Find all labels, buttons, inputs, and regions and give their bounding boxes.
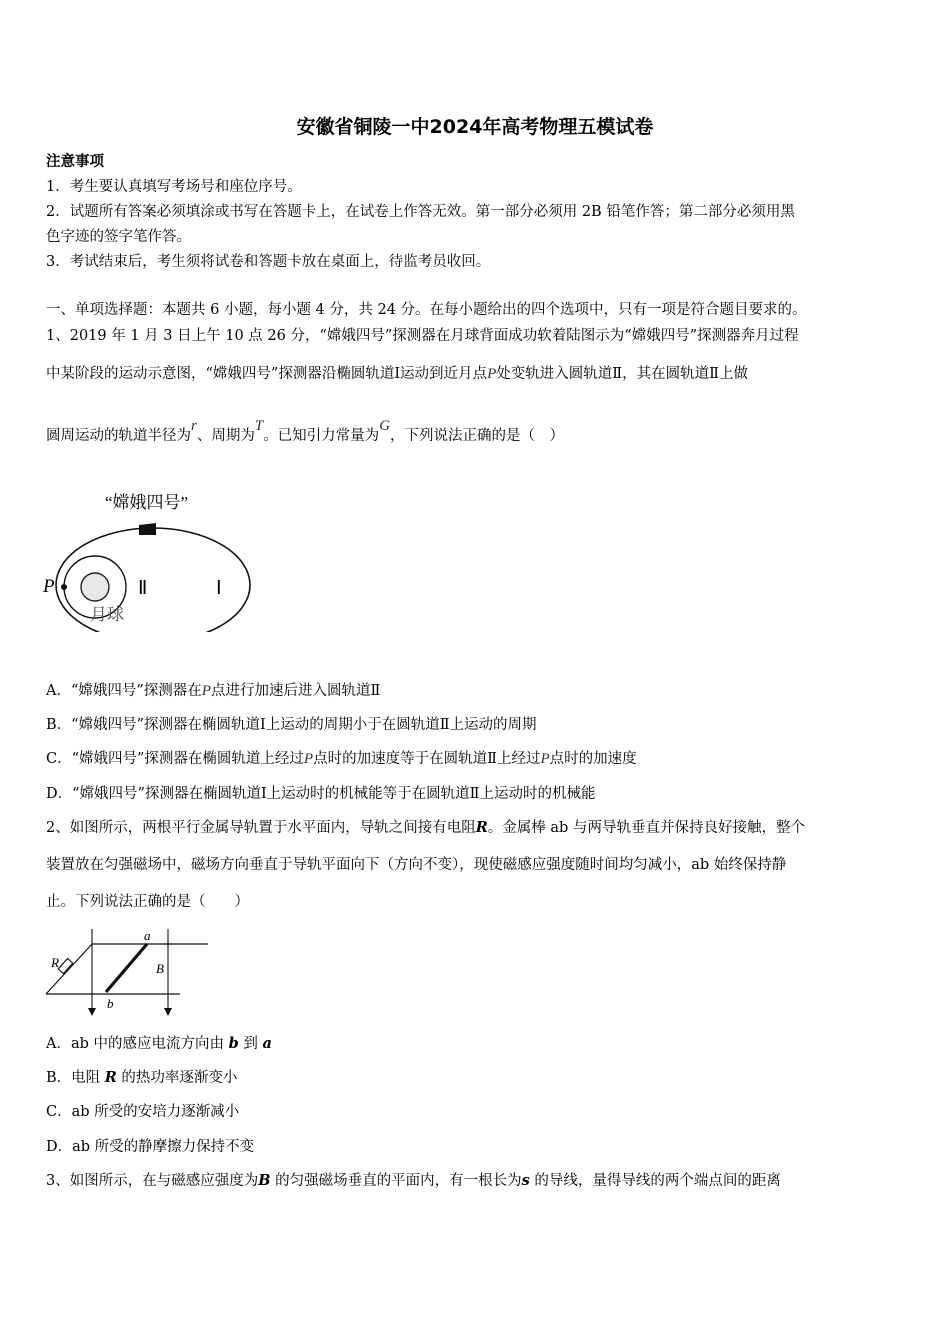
- variable-r: R: [104, 1069, 117, 1086]
- option-b: B．“嫦娥四号”探测器在椭圆轨道Ⅰ上运动的周期小于在圆轨道Ⅱ上运动的周期: [46, 717, 537, 733]
- notice-item: 1．考生要认真填写考场号和座位序号。: [46, 179, 302, 195]
- question-2-line: 止。下列说法正确的是（ ）: [46, 894, 249, 910]
- variable-r: R: [475, 819, 488, 836]
- variable-s: s: [521, 1172, 530, 1189]
- variable-b: b: [228, 1035, 239, 1052]
- text-segment: 中某阶段的运动示意图，“嫦娥四号”探测器沿椭圆轨道Ⅰ运动到近月点: [46, 366, 488, 382]
- orbit-1-label: Ⅰ: [216, 578, 222, 599]
- text-segment: 的热功率逐渐变小: [116, 1070, 238, 1086]
- text-segment: ，下列说法正确的是（ ）: [390, 428, 565, 444]
- field-arrow-icon: [88, 1008, 96, 1016]
- text-segment: A．ab 中的感应电流方向由: [46, 1036, 229, 1052]
- section-heading: 一、单项选择题：本题共 6 小题，每小题 4 分，共 24 分。在每小题给出的四个选项中，只有一项是符合题目要求的。: [46, 302, 807, 318]
- text-segment: 、周期为: [196, 428, 255, 444]
- label-b: b: [107, 996, 114, 1011]
- question-3-line: [46, 1171, 781, 1191]
- field-arrow-icon: [164, 1008, 172, 1016]
- option-a: [46, 1034, 272, 1054]
- text-segment: 到: [238, 1036, 263, 1052]
- question-2-line: [46, 818, 805, 838]
- text-segment: 。已知引力常量为: [263, 428, 380, 444]
- label-a: a: [144, 928, 151, 943]
- variable-b: B: [258, 1172, 271, 1189]
- variable-p: P: [303, 751, 314, 767]
- variable-r: r: [191, 418, 197, 434]
- text-segment: 处变轨进入圆轨道Ⅱ，其在圆轨道Ⅱ上做: [496, 366, 748, 382]
- variable-p: P: [540, 751, 550, 767]
- text-segment: 点时的加速度等于在圆轨道Ⅱ上经过: [313, 751, 541, 767]
- option-d: D．ab 所受的静摩擦力保持不变: [46, 1139, 255, 1155]
- text-segment: 圆周运动的轨道半径为: [46, 428, 191, 444]
- text-segment: 点时的加速度: [549, 751, 637, 767]
- variable-g: G: [379, 418, 391, 434]
- notice-item: 3．考试结束后，考生须将试卷和答题卡放在桌面上，待监考员收回。: [46, 254, 491, 270]
- option-a: [46, 681, 380, 701]
- notice-item: 2．试题所有答案必须填涂或书写在答题卡上，在试卷上作答无效。第一部分必须用 2B 铅笔作答；第二部分必须用黑: [46, 204, 795, 220]
- text-segment: C．“嫦娥四号”探测器在椭圆轨道上经过: [46, 751, 304, 767]
- option-c: [46, 749, 637, 769]
- variable-p: P: [201, 683, 211, 699]
- point-p-label: P: [43, 576, 55, 597]
- option-c: C．ab 所受的安培力逐渐减小: [46, 1104, 240, 1120]
- probe-icon: [139, 523, 156, 535]
- text-segment: 。金属棒 ab 与两导轨垂直并保持良好接触，整个: [487, 820, 805, 836]
- moon-label: 月球: [90, 605, 124, 624]
- orbit-2-label: Ⅱ: [138, 578, 148, 599]
- page-title: 安徽省铜陵一中2024年高考物理五模试卷: [296, 116, 654, 138]
- text-segment: 点进行加速后进入圆轨道Ⅱ: [210, 683, 381, 699]
- rail-diagram: [40, 924, 215, 1019]
- variable-a: a: [262, 1035, 272, 1052]
- metal-rod-ab: [106, 944, 147, 992]
- text-segment: 的导线，量得导线的两个端点间的距离: [529, 1173, 781, 1189]
- label-r: R: [51, 955, 59, 970]
- question-2-line: 装置放在匀强磁场中，磁场方向垂直于导轨平面向下（方向不变），现使磁感应强度随时间均匀减小，ab 始终保持静: [46, 857, 787, 873]
- orbit-diagram: [40, 482, 255, 632]
- notice-heading: 注意事项: [46, 153, 104, 170]
- notice-item: 色字迹的签字笔作答。: [46, 229, 191, 245]
- resistor: [58, 958, 73, 973]
- variable-p: P: [487, 366, 497, 382]
- option-d: D．“嫦娥四号”探测器在椭圆轨道Ⅰ上运动时的机械能等于在圆轨道Ⅱ上运动时的机械能: [46, 786, 596, 802]
- moon: [81, 573, 109, 601]
- text-segment: 的匀强磁场垂直的平面内，有一根长为: [270, 1173, 522, 1189]
- question-1-line: 1、2019 年 1 月 3 日上午 10 点 26 分，“嫦娥四号”探测器在月球背面成功软着陆图示为“嫦娥四号”探测器奔月过程: [46, 328, 799, 344]
- label-b-field: B: [156, 961, 164, 976]
- question-1-line: [46, 364, 748, 384]
- probe-label: “嫦娥四号”: [105, 493, 189, 512]
- text-segment: A．“嫦娥四号”探测器在: [46, 683, 202, 699]
- point-p-marker: [61, 584, 67, 590]
- option-b: [46, 1068, 237, 1088]
- text-segment: 3、如图所示，在与磁感应强度为: [46, 1173, 259, 1189]
- text-segment: 2、如图所示，两根平行金属导轨置于水平面内，导轨之间接有电阻: [46, 820, 476, 836]
- variable-t: T: [254, 418, 264, 434]
- text-segment: B．电阻: [46, 1070, 105, 1086]
- question-1-line: [46, 418, 565, 446]
